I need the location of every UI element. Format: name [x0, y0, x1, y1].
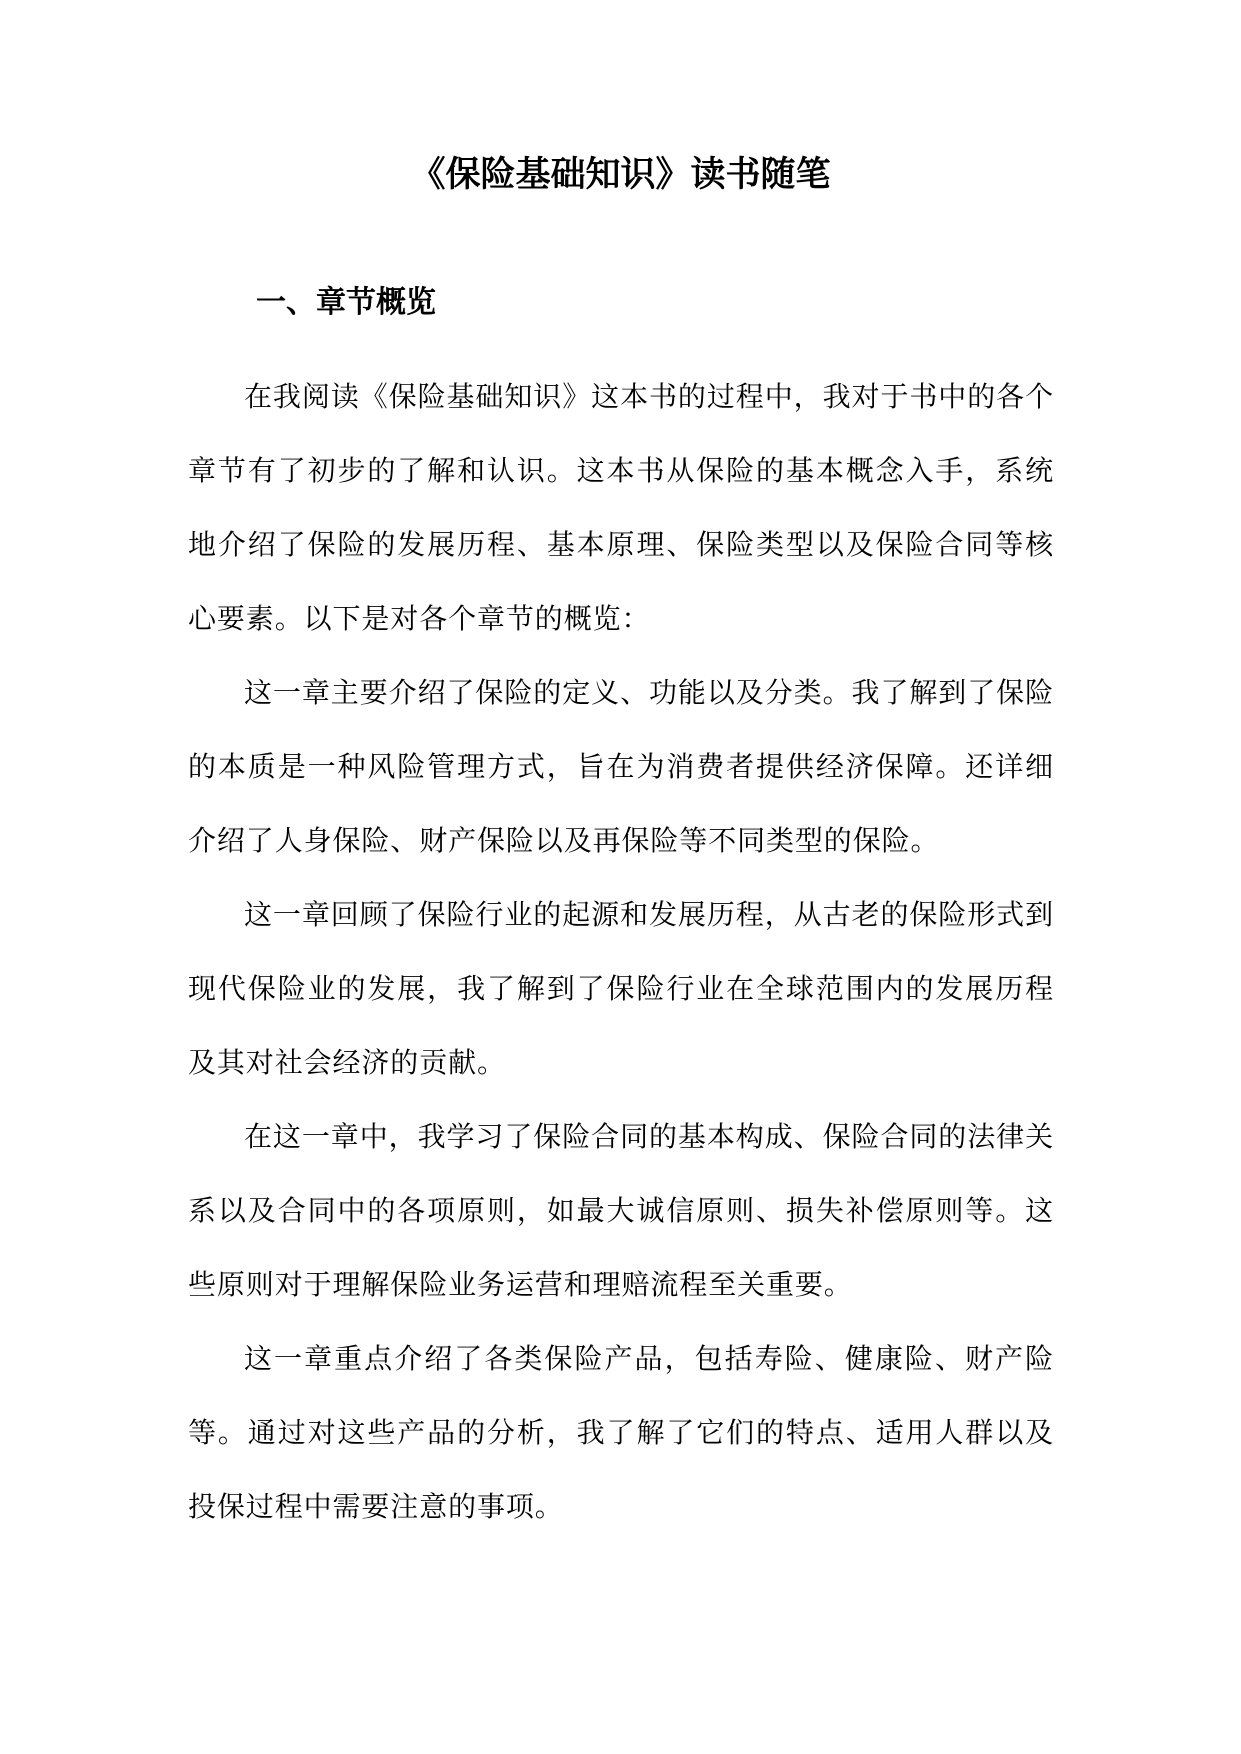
paragraph-chapter-contract: 在这一章中，我学习了保险合同的基本构成、保险合同的法律关系以及合同中的各项原则，如最大诚信原则、损失补偿原则等。这些原则对于理解保险业务运营和理赔流程至关重要。	[188, 1120, 1054, 1301]
paragraph-chapter-definition: 这一章主要介绍了保险的定义、功能以及分类。我了解到了保险的本质是一种风险管理方式，旨在为消费者提供经济保障。还详细介绍了人身保险、财产保险以及再保险等不同类型的保险。	[188, 676, 1054, 857]
section-body	[188, 360, 1054, 1544]
section-heading: 一、章节概览	[256, 285, 436, 320]
paragraph-chapter-history: 这一章回顾了保险行业的起源和发展历程，从古老的保险形式到现代保险业的发展，我了解到了保险行业在全球范围内的发展历程及其对社会经济的贡献。	[188, 898, 1054, 1079]
paragraph-chapter-products: 这一章重点介绍了各类保险产品，包括寿险、健康险、财产险等。通过对这些产品的分析，我了解了它们的特点、适用人群以及投保过程中需要注意的事项。	[188, 1342, 1054, 1523]
document-title: 《保险基础知识》读书随笔	[410, 155, 831, 195]
paragraph-intro: 在我阅读《保险基础知识》这本书的过程中，我对于书中的各个章节有了初步的了解和认识。这本书从保险的基本概念入手，系统地介绍了保险的发展历程、基本原理、保险类型以及保险合同等核心要素。以下是对各个章节的概览：	[188, 380, 1054, 635]
